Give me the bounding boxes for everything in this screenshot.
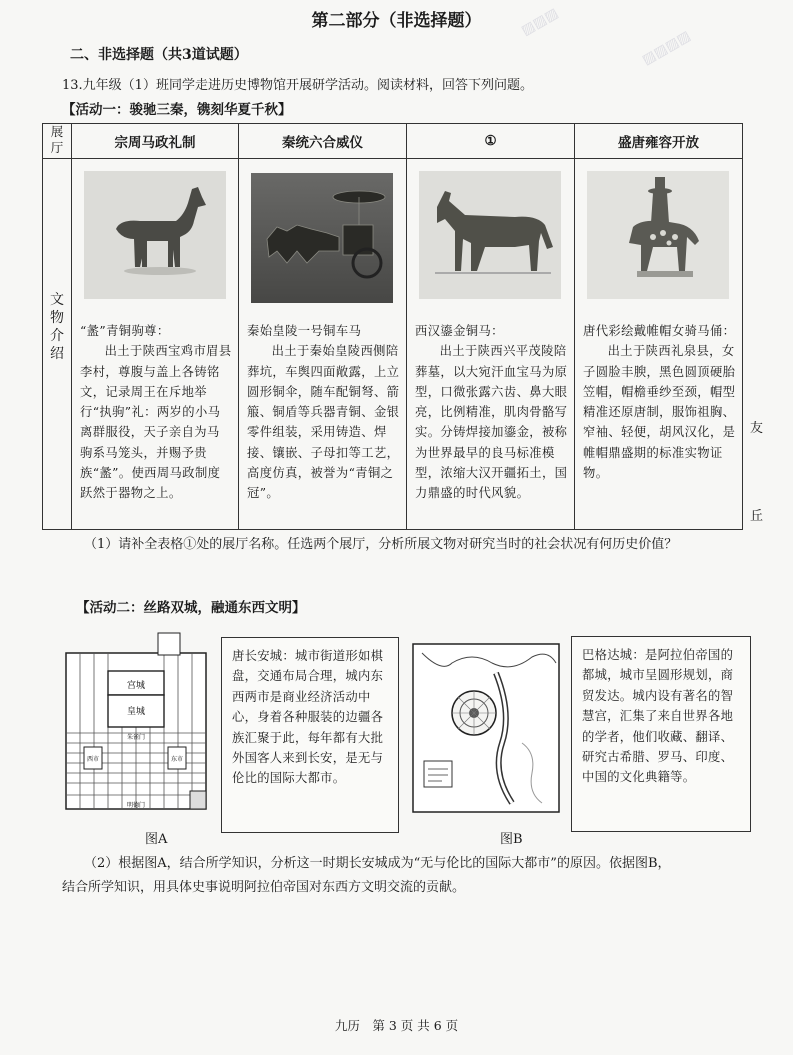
figure-b-caption: 图B: [500, 832, 523, 847]
map-label-imperial-city: 皇城: [126, 707, 146, 717]
artifact-description: 出土于陕西兴平茂陵陪葬墓，以大宛汗血宝马为原型，口微张露六齿、鼻大眼亮，比例精准，肌肉骨骼写实。分铸焊接加鎏金，被称为世界最早的良马标准模型，浓缩大汉开疆拓土，国力鼎盛的时代风貌。: [415, 344, 568, 501]
figure-a-caption: 图A: [145, 832, 168, 847]
watermark: ▨▨▨▨: [639, 27, 694, 69]
page-footer: 九历 第 3 页 共 6 页: [334, 1018, 459, 1033]
gilt-bronze-horse-image: [415, 167, 566, 307]
row-header-artifact: 文 物 介 绍: [43, 159, 72, 530]
question-13-intro: 13.九年级（1）班同学走进历史博物馆开展研学活动。阅读材料，回答下列问题。: [62, 78, 533, 93]
map-label-east-market: 东市: [170, 756, 184, 763]
artifact-title: 西汉鎏金铜马：: [415, 324, 504, 338]
hall-name: 盛唐雍容开放: [575, 124, 743, 159]
exhibit-table: [42, 123, 743, 530]
female-rider-figurine-image: [583, 167, 734, 307]
question-1: （1）请补全表格①处的展厅名称。任选两个展厅，分析所展文物对研究当时的社会状况有何历史价值？: [84, 537, 678, 552]
artifact-cell: [72, 159, 239, 530]
artifact-cell: [239, 159, 407, 530]
section-heading: 二、非选择题（共3道试题）: [70, 47, 248, 63]
changan-map: [62, 631, 210, 813]
hall-name-blank: ①: [407, 124, 575, 159]
map-label-zhuque-gate: 朱雀门: [126, 734, 146, 741]
bronze-chariot-image: [247, 167, 398, 307]
artifact-description: 出土于秦始皇陵西侧陪葬坑，车舆四面敞露，上立圆形铜伞，随车配铜弩、箭箙、铜盾等兵器青铜、金银零件组装，采用铸造、焊接、镶嵌、子母扣等工艺，高度仿真，被誉为“青铜之冠”。: [247, 344, 400, 501]
margin-fragment: 丘: [750, 509, 764, 524]
map-label-west-market: 西市: [86, 756, 100, 763]
page-title: 第二部分（非选择题）: [311, 11, 482, 31]
bronze-horse-zun-image: [80, 167, 230, 307]
hall-name: 宗周马政礼制: [72, 124, 239, 159]
activity-2-title: 【活动二：丝路双城，融通东西文明】: [76, 600, 306, 616]
question-2-line-2: 结合所学知识，用具体史事说明阿拉伯帝国对东西方文明交流的贡献。: [62, 880, 466, 895]
watermark: ▨▨▨: [518, 5, 562, 39]
artifact-description: 出土于陕西宝鸡市眉县李村，尊腹与盖上各铸铭文，记录周王在斥地举行“执驹”礼：两岁的小马离群服役，天子亲自为马驹系马笼头，并赐予贵族“盠”。使西周马政制度跃然于器物之上。: [80, 344, 232, 501]
margin-fragment: 友: [750, 421, 764, 436]
changan-text-box: 唐长安城：城市街道形如棋盘，交通布局合理，城内东西两市是商业经济活动中心，身着各种服装的边疆各族汇聚于此，每年都有大批外国客人来到长安，是无与伦比的国际大都市。: [221, 637, 399, 833]
hall-name: 秦统六合威仪: [239, 124, 407, 159]
baghdad-text-box: 巴格达城：是阿拉伯帝国的都城，城市呈圆形规划，商贸发达。城内设有著名的智慧宫，汇集了来自世界各地的学者，他们收藏、翻译、研究古希腊、罗马、印度、中国的文化典籍等。: [571, 636, 751, 832]
artifact-description: 出土于陕西礼泉县，女子圆脸丰腴，黑色圆顶硬胎笠帽，帽檐垂纱至颈，帽型精准还原唐制，服饰祖胸、窄袖、轻便，胡风汉化，是帷帽鼎盛期的标准实物证物。: [583, 344, 736, 481]
row-header-hall: 展 厅: [43, 124, 72, 159]
artifact-cell: [407, 159, 575, 530]
map-label-palace: 宫城: [126, 681, 146, 691]
artifact-title: “盠”青铜驹尊：: [80, 324, 170, 338]
map-label-mingde-gate: 明德门: [126, 802, 146, 809]
baghdad-map: [412, 643, 560, 813]
artifact-title: 秦始皇陵一号铜车马: [247, 324, 362, 338]
artifact-title: 唐代彩绘戴帷帽女骑马俑：: [583, 324, 736, 338]
artifact-cell: [575, 159, 743, 530]
question-2-line-1: （2）根据图A，结合所学知识，分析这一时期长安城成为“无与伦比的国际大都市”的原因。依据图B，: [84, 856, 671, 871]
activity-1-title: 【活动一：骏驰三秦，镌刻华夏千秋】: [62, 102, 292, 118]
